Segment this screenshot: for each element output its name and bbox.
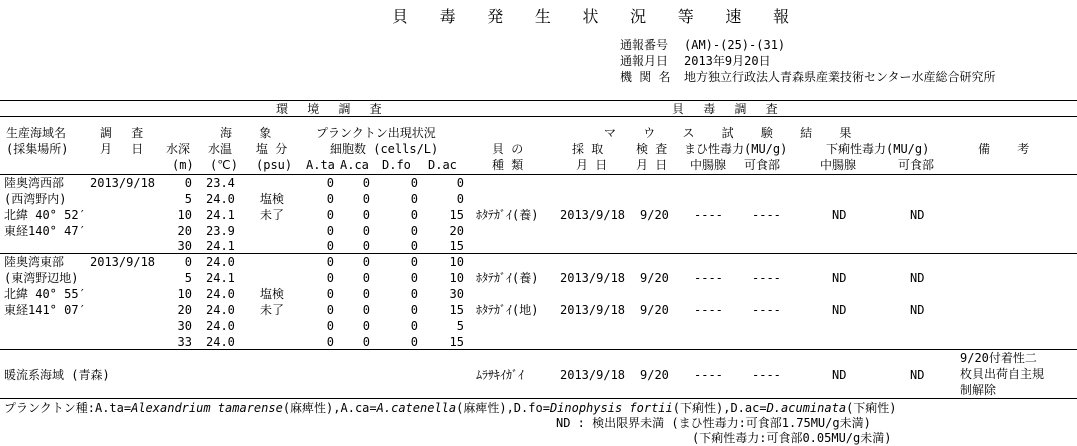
ata-cell: 0	[326, 208, 334, 222]
aca-cell: 0	[362, 335, 370, 349]
env-survey-header: 環 境 調 査	[276, 102, 388, 116]
temp-cell: 24.0	[206, 255, 235, 269]
salinity-cell: 未了	[260, 208, 285, 222]
area-name: 暖流系海域 (青森)	[4, 368, 110, 382]
dfo-cell: 0	[410, 271, 418, 285]
species-name: Dinophysis fortii	[549, 401, 673, 415]
legend-text: (下痢性)	[846, 401, 897, 415]
dac-cell: 5	[456, 319, 464, 333]
aca-cell: 0	[362, 319, 370, 333]
shellfish-species: ﾎﾀﾃｶﾞｲ(養)	[476, 208, 539, 222]
species-name: A.catenella	[376, 401, 457, 415]
temp-unit: (℃)	[210, 158, 238, 172]
species-name: D.acuminata	[766, 401, 847, 415]
inspection-date-header: 月 日	[636, 158, 668, 172]
depth-cell: 0	[184, 176, 192, 190]
dac-cell: 15	[449, 239, 464, 253]
depth-unit: (m)	[172, 158, 194, 172]
aca-header: A.ca	[340, 158, 369, 172]
dac-cell: 15	[449, 335, 464, 349]
dsp-edible-value: ND	[910, 368, 925, 382]
temp-cell: 24.1	[206, 208, 235, 222]
collection-date: 2013/9/18	[560, 271, 626, 285]
aca-cell: 0	[362, 271, 370, 285]
salinity-cell: 未了	[260, 303, 285, 317]
depth-cell: 5	[184, 192, 192, 206]
temp-cell: 24.0	[206, 319, 235, 333]
plankton-legend	[4, 401, 897, 415]
area-longitude: 東経140° 47′	[4, 224, 86, 238]
dfo-cell: 0	[410, 255, 418, 269]
dsp-header: 下痢性毒力(MU/g)	[826, 142, 930, 156]
dfo-cell: 0	[410, 239, 418, 253]
aca-cell: 0	[362, 239, 370, 253]
temp-cell: 23.9	[206, 224, 235, 238]
aca-cell: 0	[362, 192, 370, 206]
dac-cell: 0	[456, 176, 464, 190]
org-name: 地方独立行政法人青森県産業技術センター水産総合研究所	[684, 70, 996, 84]
report-date-label: 通報月日	[620, 54, 669, 68]
psp-edible-header: 可食部	[744, 158, 781, 172]
shellfish-survey-header: 貝 毒 調 査	[672, 102, 784, 116]
survey-date: 2013/9/18	[90, 176, 156, 190]
dfo-cell: 0	[410, 287, 418, 301]
org-label: 機 関 名	[620, 70, 671, 84]
salinity-cell: 塩検	[260, 192, 285, 206]
temp-cell: 23.4	[206, 176, 235, 190]
dsp-gut-value: ND	[832, 368, 847, 382]
area-location: (東湾野辺地)	[4, 271, 79, 285]
ata-cell: 0	[326, 319, 334, 333]
dsp-edible-value: ND	[910, 271, 925, 285]
nd-note: ND : 検出限界未満 (まひ性毒力:可食部1.75MU/g未満)	[556, 416, 871, 430]
legend-text: (下痢性),D.ac=	[672, 401, 767, 415]
salinity-unit: (psu)	[256, 158, 293, 172]
ata-cell: 0	[326, 176, 334, 190]
temp-header: 水温	[208, 142, 233, 156]
dsp-gut-header: 中腸腺	[820, 158, 857, 172]
temp-cell: 24.1	[206, 239, 235, 253]
depth-cell: 10	[177, 287, 192, 301]
dsp-edible-value: ND	[910, 303, 925, 317]
depth-cell: 20	[177, 303, 192, 317]
temp-cell: 24.0	[206, 303, 235, 317]
psp-edible-value: ----	[752, 303, 781, 317]
inspection-date: 9/20	[640, 208, 669, 222]
rule-subheader	[0, 116, 1077, 117]
depth-cell: 10	[177, 208, 192, 222]
rule-bottom	[0, 398, 1077, 399]
legend-text: プランクトン種:A.ta=	[4, 401, 132, 415]
dfo-cell: 0	[410, 192, 418, 206]
dac-cell: 15	[449, 303, 464, 317]
survey-header: 調 査	[100, 126, 150, 140]
species-header-2: 種 類	[492, 158, 524, 172]
shellfish-species: ﾎﾀﾃｶﾞｲ(養)	[476, 271, 539, 285]
aca-cell: 0	[362, 303, 370, 317]
area-header: 生産海域名	[6, 126, 67, 140]
psp-edible-value: ----	[752, 368, 781, 382]
aca-cell: 0	[362, 224, 370, 238]
temp-cell: 24.0	[206, 287, 235, 301]
report-date: 2013年9月20日	[684, 54, 771, 68]
inspection-date: 9/20	[640, 303, 669, 317]
area-name: 陸奥湾東部	[4, 255, 65, 269]
collection-date-header: 月 日	[576, 158, 608, 172]
dac-header: D.ac	[428, 158, 457, 172]
aca-cell: 0	[362, 287, 370, 301]
psp-gut-value: ----	[694, 303, 723, 317]
salinity-cell: 塩検	[260, 287, 285, 301]
dfo-cell: 0	[410, 335, 418, 349]
area-latitude: 北緯 40° 52′	[4, 208, 86, 222]
inspection-date: 9/20	[640, 271, 669, 285]
page-title: 貝 毒 発 生 状 況 等 速 報	[392, 7, 801, 26]
dsp-gut-value: ND	[832, 208, 847, 222]
note-text: 制解除	[960, 383, 997, 397]
dsp-edible-value: ND	[910, 208, 925, 222]
species-name: Alexandrium tamarense	[131, 401, 283, 415]
dac-cell: 10	[449, 271, 464, 285]
ata-cell: 0	[326, 239, 334, 253]
report-number: (AM)-(25)-(31)	[684, 38, 786, 52]
dsp-gut-value: ND	[832, 303, 847, 317]
survey-date-header: 月 日	[100, 142, 150, 156]
psp-edible-value: ----	[752, 271, 781, 285]
depth-header: 水深	[166, 142, 191, 156]
legend-text: (麻痺性),A.ca=	[282, 401, 377, 415]
inspection-date: 9/20	[640, 368, 669, 382]
dac-cell: 10	[449, 255, 464, 269]
shellfish-species: ﾑﾗｻｷｲｶﾞｲ	[476, 368, 525, 382]
ata-cell: 0	[326, 335, 334, 349]
salinity-header: 塩 分	[256, 142, 288, 156]
psp-gut-value: ----	[694, 271, 723, 285]
area-subheader: (採集場所)	[6, 142, 69, 156]
rule-group2	[0, 349, 1077, 350]
mouse-test-header: マ ウ ス 試 験 結 果	[604, 126, 862, 140]
depth-cell: 30	[177, 239, 192, 253]
area-latitude: 北緯 40° 55′	[4, 287, 86, 301]
depth-cell: 0	[184, 255, 192, 269]
species-header: 貝 の	[492, 142, 524, 156]
psp-edible-value: ----	[752, 208, 781, 222]
note-text: 9/20付着性二	[960, 351, 1037, 365]
dac-cell: 0	[456, 192, 464, 206]
collection-date: 2013/9/18	[560, 368, 626, 382]
aca-cell: 0	[362, 255, 370, 269]
dfo-cell: 0	[410, 319, 418, 333]
dfo-cell: 0	[410, 176, 418, 190]
note-text: 枚貝出荷自主規	[960, 367, 1045, 381]
depth-cell: 30	[177, 319, 192, 333]
psp-header: まひ性毒力(MU/g)	[684, 142, 788, 156]
plankton-header: プランクトン出現状況	[316, 126, 436, 140]
ata-cell: 0	[326, 287, 334, 301]
aca-cell: 0	[362, 208, 370, 222]
dac-cell: 15	[449, 208, 464, 222]
rule-header-bottom	[0, 174, 1077, 175]
aca-cell: 0	[362, 176, 370, 190]
dfo-header: D.fo	[382, 158, 411, 172]
ata-cell: 0	[326, 192, 334, 206]
cells-header: 細胞数 (cells/L)	[330, 142, 439, 156]
temp-cell: 24.0	[206, 192, 235, 206]
inspection-header: 検 査	[636, 142, 668, 156]
survey-date: 2013/9/18	[90, 255, 156, 269]
collection-header: 採 取	[572, 142, 604, 156]
temp-cell: 24.0	[206, 335, 235, 349]
area-location: (西湾野内)	[4, 192, 67, 206]
collection-date: 2013/9/18	[560, 303, 626, 317]
dsp-edible-header: 可食部	[898, 158, 935, 172]
dac-cell: 30	[449, 287, 464, 301]
note-header: 備 考	[978, 142, 1040, 156]
ata-cell: 0	[326, 224, 334, 238]
ata-cell: 0	[326, 271, 334, 285]
sea-header: 海 象	[220, 126, 282, 140]
psp-gut-header: 中腸腺	[690, 158, 727, 172]
dac-cell: 20	[449, 224, 464, 238]
psp-gut-value: ----	[694, 368, 723, 382]
ata-cell: 0	[326, 303, 334, 317]
rule-top	[0, 100, 1077, 101]
dsp-gut-value: ND	[832, 271, 847, 285]
dfo-cell: 0	[410, 303, 418, 317]
temp-cell: 24.1	[206, 271, 235, 285]
rule-group1	[0, 253, 1077, 254]
depth-cell: 20	[177, 224, 192, 238]
shellfish-species: ﾎﾀﾃｶﾞｲ(地)	[476, 303, 539, 317]
nd-note-2: (下痢性毒力:可食部0.05MU/g未満)	[692, 431, 892, 445]
report-number-label: 通報番号	[620, 38, 669, 52]
ata-cell: 0	[326, 255, 334, 269]
dfo-cell: 0	[410, 208, 418, 222]
depth-cell: 33	[177, 335, 192, 349]
dfo-cell: 0	[410, 224, 418, 238]
psp-gut-value: ----	[694, 208, 723, 222]
area-longitude: 東経141° 07′	[4, 303, 86, 317]
collection-date: 2013/9/18	[560, 208, 626, 222]
depth-cell: 5	[184, 271, 192, 285]
legend-text: (麻痺性),D.fo=	[456, 401, 550, 415]
ata-header: A.ta	[306, 158, 335, 172]
area-name: 陸奥湾西部	[4, 176, 65, 190]
